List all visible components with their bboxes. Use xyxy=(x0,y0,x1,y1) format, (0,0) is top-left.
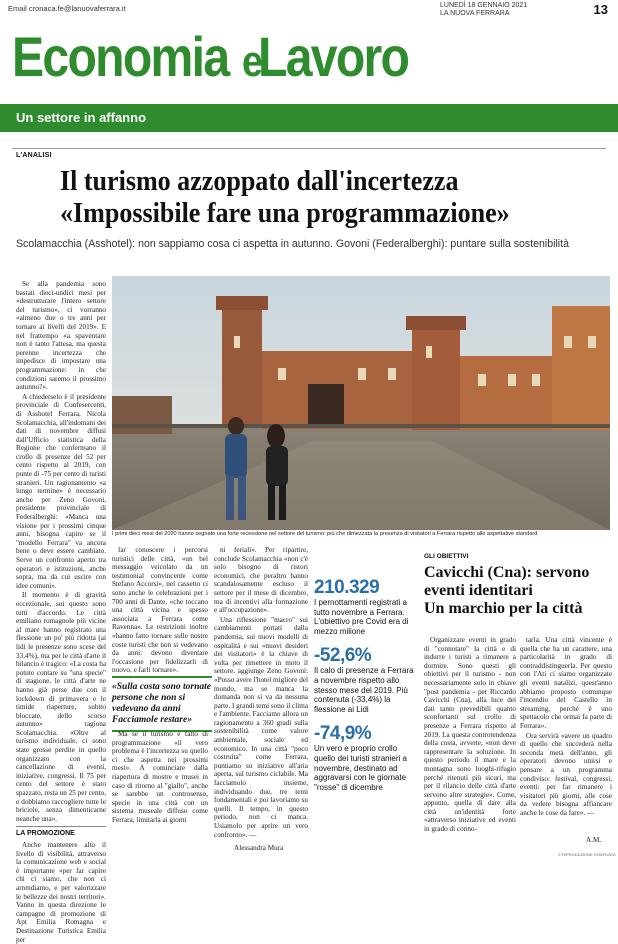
ribbon-label: Un settore in affanno xyxy=(16,110,147,125)
article-kicker: L'ANALISI xyxy=(16,152,52,159)
top-bar xyxy=(8,2,610,18)
castle-illustration xyxy=(112,276,610,530)
paragraph: Anche mantenere alto il livello di visibilità, attraverso la comunicazione web e social è importante «per far capire chi ci siamo, che non ci arrendiamo, e per valorizzare le bellezze dei nostri territori». Vanno in questa direzione le campagne di promozione di Apt Emilia Romagna e Destinazione Turistica Emilia per xyxy=(16,841,106,944)
paragraph: Il momento è di gravità eccezionale, sui questo sono tutti d'accordo. Le città emiliano romagnole più vicine al mare hanno registrato una flessione un po' più ridotta (ai lidi le presenze sono scese del 33,4%), ma per le città d'arte il bilancio è tragico: «La costa ha potuto contare su "una specie" di stagione, le città d'arte ne hanno già perse due con il lockdown di primavera e le timide riaperture, subito bloccate, dello scorso autunno» ragiona Scolamacchia. «Oltre al turismo individuale, ci sono state grosse perdite in quello organizzato con la cancellazione di eventi, iniziative, congressi. Il 75 per cento del settore è stato spazzato, resta un 25 per cento, e dobbiamo raccogliere tutte le briciole, senza dimenticarne neanche una». xyxy=(16,591,107,823)
stat-number: -52,6% xyxy=(314,645,372,667)
sidebar-headline xyxy=(424,564,614,618)
sidebar-kicker: GLI OBIETTIVI xyxy=(424,553,469,560)
sidebar-column-1 xyxy=(424,636,516,850)
stat-number: 210.329 xyxy=(314,577,380,598)
article-subhead: Scolamacchia (Asshotel): non sappiamo cosa ci aspetta in autunno. Govoni (Federalberghi): puntare sulla sostenibilità xyxy=(16,238,569,250)
photo-caption: I primi dieci mesi del 2020 hanno segnato una forte recessione nel settore del turismo: più che dimezzata la presenza di visitatori a Ferrara rispetto alle aspettative standard xyxy=(112,531,538,537)
stats-column xyxy=(314,578,414,802)
castle-photo xyxy=(112,276,610,530)
issue-date: LUNEDÌ 18 GENNAIO 2021 xyxy=(440,2,528,9)
paragraph: Ora servirà «avere un quadro di quello che succederà nella seconda metà dell'anno, gli operatori devono unirsi e pensare a un programma condiviso: festival, congressi, eventi: per far rimanere i visitatori più giorni, alle cose da vedere bisogna affiancare anche le cose da fare». — xyxy=(520,731,612,817)
issue-date-block xyxy=(440,2,527,18)
article-headline xyxy=(60,166,573,230)
sidebar-headline-line-2: eventi identitari xyxy=(424,582,533,599)
copyright-note: © RIPRODUZIONE RISERVATA xyxy=(558,852,616,857)
newsroom-email: Email cronaca.fe@lanuovaferrara.it xyxy=(8,4,126,13)
paragraph: Se alla pandemia sono bastati dieci-undici mesi per «destrutturare l'intero settore del turismo», ci vorranno «almeno due o tre anni per tornare ai livelli del 2019». E nel frattempo «a spaventare non è tanto l'attesa, ma questa perenne incertezza che impedisce di impostare una programmazione: in che condizioni saremo il prossimo autunno?». xyxy=(16,280,106,392)
article-column-3 xyxy=(214,546,308,846)
paragraph: Organizzare eventi in grado di "connotare" la città e di indurre i turisti a rimanere a dormire. Sono questi gli obiettivi per il turismo - non necessariamente solo in chiave "post pandemia - per Riccardo Cavicchi (Cna), alla luce dei dati tanto prevedibili quanto sconfortanti sul crollo di presenze a Ferrara rispetto al 2019. La questa controtendenza della costa, avverte, «non deve rappresentare la soluzione. In questo periodo il mare e la montagna sono luoghi-rifugio perché ritenuti più sicuri, ma per il rilancio delle città d'arte servono altre strategie». Come, appunto, quella di dare alla città un'identità forte «attraverso iniziative ed eventi in grado di conno- xyxy=(424,636,516,834)
sidebar-column-2 xyxy=(520,636,612,836)
headline-line-2: «Impossibile fare una programmazione» xyxy=(60,198,510,229)
paragraph: tarla. Una città vincente è quella che ha un carattere, una particolarità in grado di contraddistinguerla. Per questo con l'Ati ci siamo organizzate gli eventi natalizi, quest'anno abbiamo proposto comunque l'incendio del Castello in streaming, perché è uno spettacolo che ormai fa parte di Ferrara». xyxy=(520,636,612,730)
masthead-word-e: e xyxy=(241,37,261,86)
article-column-1 xyxy=(16,280,107,944)
paragraph: far conoscere i percorsi turistici delle città, «un bel messaggio veicolato da un testimonial convincente come Stefano Accorsi», nel cassetto ci sono anche le celebrazioni per i 700 anni di Dante, «che toccano una città vicina e spesso associata a Ferrara come Ravenna». Le restrizioni inoltre «hanno fatto tornare sulle nostre coste turisti che non si vedevano da anni: devono diventare l'occasione per fidelizzarli di nuovo, e farli tornare». xyxy=(112,546,208,675)
article-column-2 xyxy=(112,546,208,674)
article-author: Alessandra Mura xyxy=(234,844,284,852)
sidebar-headline-line-1: Cavicchi (Cna): servono xyxy=(424,564,590,581)
topic-ribbon xyxy=(0,104,618,132)
sidebar-author: A.M. xyxy=(586,836,602,844)
stat-number: -74,9% xyxy=(314,723,372,745)
sidebar-headline-line-3: Un marchio per la città xyxy=(424,600,583,617)
masthead-word-economia: Economia xyxy=(12,25,229,88)
page-number: 13 xyxy=(593,2,608,17)
pull-quote: «Sulla costa sono tornate persone che non si vedevano da anni Facciamole restare» xyxy=(112,676,212,732)
paragraph: Ma se il turismo è fatto di programmazione «il vero problema è l'incertezza su quello ci che aspetta nei prossimi mesi». A cominciare dalla riapertura di mostre e musei in caso di ritorno al "giallo", anche se sarebbe un controsenso, specie in una città con un sistema museale diffuso come Ferrara, limitarla ai giorni xyxy=(112,730,208,824)
stat-text: Il calo di presenze a Ferrara a novembre rispetto allo stesso mese del 2019. Più contenuta (-33,4%) la flessione ai Lidi xyxy=(314,666,414,714)
article-column-2b xyxy=(112,730,208,858)
headline-line-1: Il turismo azzoppato dall'incertezza xyxy=(60,166,459,197)
stat-text: I pernottamenti registrati a tutto novembre a Ferrara. L'obiettivo pre Covid era di mezzo milione xyxy=(314,598,409,636)
masthead-word-lavoro: Lavoro xyxy=(258,25,409,88)
paragraph: Una riflessione "macro" sui cambiamenti portati dalla pandemia, sui nuovi modelli di ospitalità e sui «nuovi desideri dei visitatori» è la chiave di volta per rimettere in moto il settore, aggiunge Zeno Govoni: «Posso avere l'hotel migliore del mondo, ma se manca la domanda non si va da nessuna parte. I grandi temi sono il clima e l'ambiente. Facciamo allora un ragionamento a 360 gradi sulla sostenibilità come valore ambientale, sociale ed economico. In una città "poco costruita" come Ferrara, puntiamo su iniziative all'aria aperta, sul turismo ciclabile. Ma facciamolo insieme, individuando due, tre temi fondamentali e poi lavoriamo su quelli. Il tempo, in questo periodo, non ci manca. Usiamolo per aprire un vero confronto». — xyxy=(214,615,309,839)
stat-block xyxy=(314,646,414,714)
paper-name: LA NUOVA FERRARA xyxy=(440,10,510,17)
paragraph: A chiederselo è il presidente provinciale di Confesercenti, di Asshotel Ferrara, Nicola Scolamacchia, all'indomani dei dati di novembre diffusi dall'Ufficio statistica della Regione che confermano il crollo di presenze del 52 per cento rispetto al 2019, con punte di -75 per cento di turisti stranieri. Un ragionamento «a lungo termine» è necessario anche per Zeno Govoni, presidente provinciale di Federalberghi: «Manca una visione per i prossimi cinque anni, bisogna capire se il "modello Ferrara" va ancora bene o deve essere cambiato. Serve un confronto aperto tra operatori e istituzioni, anche sopra, ma da cui uscire con idee comuni». xyxy=(16,392,106,590)
subsection-heading: LA PROMOZIONE xyxy=(16,826,106,839)
divider xyxy=(12,148,606,149)
stat-block xyxy=(314,578,414,636)
stat-text: Un vero e proprio crollo quello dei turisti stranieri a novembre, destinato ad aggravarsi con le giornate "rosse" di dicembre xyxy=(314,744,407,792)
stat-block xyxy=(314,724,414,792)
paragraph: ni feriali». Per ripartire, conclude Scolamacchia «non c'è solo bisogno di ristori economici, che peraltro hanno scandalosamente escluso il settore per il mese di dicembre, ma di incentivi alla formazione e all'occupazione». xyxy=(214,546,308,615)
